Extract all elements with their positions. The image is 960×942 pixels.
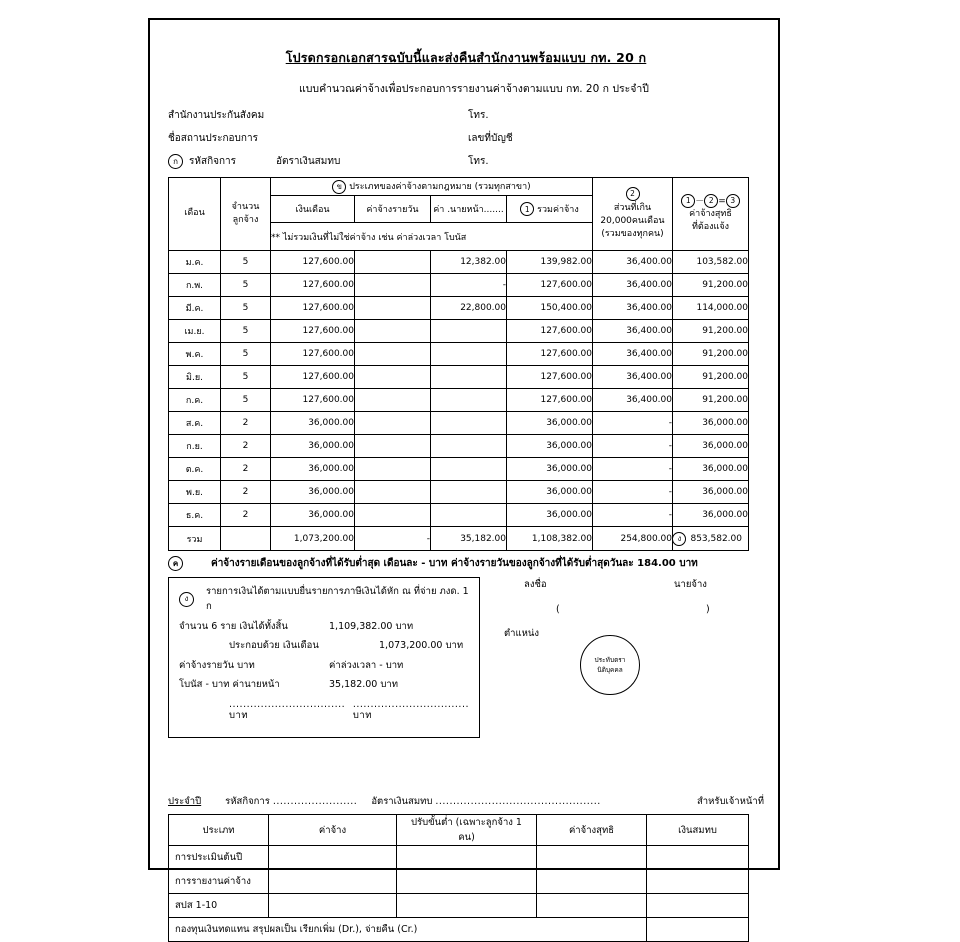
income-blank-left: ................................. บาท [229, 698, 346, 721]
income-total-label: จำนวน 6 ราย เงินได้ทั้งสิ้น [179, 621, 288, 632]
document-body [168, 34, 764, 942]
section-marker-c-icon: ค [168, 556, 183, 571]
sign-label: ลงชื่อ [524, 579, 547, 590]
official-col-header: ประเภท [169, 815, 269, 846]
position-row [504, 626, 764, 641]
official-use-label: สำหรับเจ้าหน้าที่ [696, 796, 764, 808]
col-wage-types-title: ประเภทของค่าจ้างตามกฎหมาย (รวมทุกสาขา) [349, 182, 531, 193]
table-row [169, 412, 749, 435]
income-row-salary [179, 640, 469, 651]
col-employee-count-line1: จำนวน [231, 201, 260, 212]
official-col-header: เงินสมทบ [647, 815, 749, 846]
page-subtitle: แบบคำนวณค่าจ้างเพื่อประกอบการรายงานค่าจ้างตามแบบ กท. 20 ก ประจำปี [299, 83, 649, 95]
official-row-label: การรายงานค่าจ้าง [169, 870, 269, 894]
total-wage-cell: 36,000.00 [507, 481, 593, 504]
employee-count-cell: 5 [221, 389, 271, 412]
employee-count-cell: 5 [221, 274, 271, 297]
employee-count-cell: 5 [221, 251, 271, 274]
income-salary-value: 1,073,200.00 บาท [379, 640, 464, 652]
total-wage-cell: 127,600.00 [507, 389, 593, 412]
month-cell: ม.ค. [169, 251, 221, 274]
mid-section [168, 577, 764, 738]
income-row-total [179, 621, 469, 632]
salary-cell: 36,000.00 [271, 458, 355, 481]
marker-2-icon: 2 [626, 187, 640, 201]
excess-cell: 36,400.00 [593, 320, 673, 343]
net-wage-cell: 114,000.00 [673, 297, 749, 320]
table-row [169, 297, 749, 320]
daily-wage-cell [355, 504, 431, 527]
total-wage-cell: 36,000.00 [507, 435, 593, 458]
seal-line-2: นิติบุคคล [597, 666, 623, 674]
total-commission: 35,182.00 [431, 527, 507, 551]
total-wage-cell: 150,400.00 [507, 297, 593, 320]
table-row [169, 870, 749, 894]
total-excess: 254,800.00 [593, 527, 673, 551]
employee-count-cell: 2 [221, 435, 271, 458]
income-blank-right: ................................. บาท [352, 698, 469, 721]
wage-table-body [169, 251, 749, 527]
official-contribution-cell [647, 870, 749, 894]
month-cell: พ.ค. [169, 343, 221, 366]
income-row-daily-overtime [179, 660, 469, 671]
commission-cell: 22,800.00 [431, 297, 507, 320]
official-assessment-table [168, 814, 749, 942]
marker-minus-icon: － [695, 196, 705, 207]
official-wage-cell [269, 870, 397, 894]
marker-1-icon: 1 [681, 194, 695, 208]
commission-cell [431, 389, 507, 412]
commission-cell [431, 320, 507, 343]
excess-cell: 36,400.00 [593, 274, 673, 297]
table-row [169, 481, 749, 504]
col-month: เดือน [169, 178, 221, 251]
compensation-fund-label: กองทุนเงินทดแทน สรุปผลเป็น เรียกเพิ่ม (Dr.), จ่ายคืน (Cr.) [169, 918, 647, 942]
net-wage-cell: 91,200.00 [673, 389, 749, 412]
office-field-row [168, 108, 764, 123]
net-wage-cell: 91,200.00 [673, 366, 749, 389]
month-cell: ธ.ค. [169, 504, 221, 527]
position-label: ตำแหน่ง [504, 628, 540, 639]
official-contribution-cell [647, 846, 749, 870]
col-excess-amount [593, 178, 673, 251]
official-net-wage-cell [537, 846, 647, 870]
commission-cell: 12,382.00 [431, 251, 507, 274]
total-wage-cell: 127,600.00 [507, 366, 593, 389]
company-label: ชื่อสถานประกอบการ [168, 133, 258, 144]
official-fields-row [168, 794, 764, 809]
salary-cell: 36,000.00 [271, 481, 355, 504]
col-commission: ค่า .นายหน้า....... [431, 196, 507, 223]
commission-cell [431, 412, 507, 435]
business-code-label: รหัสกิจการ [189, 156, 237, 167]
col-excess-line1: ส่วนที่เกิน [613, 202, 652, 213]
excess-cell: 36,400.00 [593, 343, 673, 366]
income-salary-label: ประกอบด้วย เงินเดือน [229, 640, 319, 652]
col-employee-count-line2: ลูกจ้าง [232, 215, 259, 225]
month-cell: ก.พ. [169, 274, 221, 297]
net-wage-cell: 91,200.00 [673, 343, 749, 366]
official-row-label: สปส 1-10 [169, 894, 269, 918]
employee-count-cell: 2 [221, 481, 271, 504]
contribution-rate-label: อัตราเงินสมทบ [276, 156, 341, 167]
daily-wage-cell [355, 320, 431, 343]
total-label: รวม [169, 527, 221, 551]
salary-cell: 127,600.00 [271, 274, 355, 297]
wage-exclusion-note: ** ไม่รวมเงินที่ไม่ใช่ค่าจ้าง เช่น ค่าล่วงเวลา โบนัส [271, 223, 593, 251]
office-label: สำนักงานประกันสังคม [168, 110, 265, 121]
total-wage-cell: 127,600.00 [507, 274, 593, 297]
excess-cell: - [593, 504, 673, 527]
excess-cell: 36,400.00 [593, 366, 673, 389]
minimum-wage-statement [168, 556, 764, 571]
daily-wage-cell [355, 251, 431, 274]
daily-wage-cell [355, 458, 431, 481]
excess-cell: 36,400.00 [593, 389, 673, 412]
daily-wage-cell [355, 297, 431, 320]
employee-count-cell: 2 [221, 458, 271, 481]
section-marker-a-icon: ก [168, 154, 183, 169]
net-wage-cell: 103,582.00 [673, 251, 749, 274]
col-total-wage-label: รวมค่าจ้าง [537, 204, 579, 215]
employee-count-cell: 5 [221, 297, 271, 320]
col-salary: เงินเดือน [271, 196, 355, 223]
col-net-wage [673, 178, 749, 251]
employee-count-cell: 5 [221, 366, 271, 389]
marker-3-icon: 3 [726, 194, 740, 208]
company-field-row [168, 131, 764, 146]
col-daily-wage: ค่าจ้างรายวัน [355, 196, 431, 223]
excess-cell: 36,400.00 [593, 297, 673, 320]
official-col-header: ค่าจ้างสุทธิ [537, 815, 647, 846]
official-min-adjust-cell [397, 846, 537, 870]
salary-cell: 127,600.00 [271, 320, 355, 343]
salary-cell: 36,000.00 [271, 435, 355, 458]
net-wage-cell: 36,000.00 [673, 412, 749, 435]
minimum-wage-text: ค่าจ้างรายเดือนของลูกจ้างที่ได้รับต่ำสุด เดือนละ - บาท ค่าจ้างรายวันของลูกจ้างที่ได้รับต่ำสุดวันละ 184.00 บาท [211, 558, 698, 569]
daily-wage-cell [355, 412, 431, 435]
compensation-fund-value [647, 918, 749, 942]
month-cell: ก.ค. [169, 389, 221, 412]
official-use-section [168, 794, 764, 942]
total-daily: - [355, 527, 431, 551]
income-summary-header [179, 584, 469, 614]
income-row-bonus-commission [179, 679, 469, 690]
official-net-wage-cell [537, 870, 647, 894]
income-bonus-label: โบนัส - บาท ค่านายหน้า [179, 679, 280, 691]
daily-wage-cell [355, 343, 431, 366]
marker-equals-icon: = [718, 196, 726, 207]
total-wage-cell: 127,600.00 [507, 320, 593, 343]
commission-cell [431, 481, 507, 504]
excess-cell: 36,400.00 [593, 251, 673, 274]
income-summary-box [168, 577, 480, 738]
month-cell: ก.ย. [169, 435, 221, 458]
signature-area [480, 577, 764, 738]
total-wage: 1,108,382.00 [507, 527, 593, 551]
income-row-blank [179, 699, 469, 722]
total-net: 853,582.00 [690, 533, 742, 544]
excess-cell: - [593, 435, 673, 458]
official-net-wage-cell [537, 894, 647, 918]
salary-cell: 127,600.00 [271, 297, 355, 320]
net-wage-cell: 91,200.00 [673, 320, 749, 343]
commission-cell [431, 343, 507, 366]
group-marker-b-icon: ข [332, 180, 346, 194]
bottom-year-label: ประจำปี [168, 796, 202, 808]
col-excess-line2: 20,000คนเดือน [600, 215, 665, 226]
table-row [169, 274, 749, 297]
col-net-line1: ค่าจ้างสุทธิ [689, 209, 732, 220]
salary-cell: 127,600.00 [271, 343, 355, 366]
table-row [169, 343, 749, 366]
tel-label-1: โทร. [468, 110, 489, 121]
col-net-line2: ที่ต้องแจ้ง [691, 222, 730, 233]
total-employees [221, 527, 271, 551]
month-cell: เม.ย. [169, 320, 221, 343]
table-row [169, 389, 749, 412]
excess-cell: - [593, 458, 673, 481]
marker-1b-icon: 1 [520, 202, 534, 216]
bottom-rate-dots: ............................................... [435, 796, 601, 808]
table-row [169, 251, 749, 274]
official-min-adjust-cell [397, 894, 537, 918]
official-wage-cell [269, 846, 397, 870]
total-wage-cell: 36,000.00 [507, 412, 593, 435]
net-wage-cell: 36,000.00 [673, 481, 749, 504]
daily-wage-cell [355, 366, 431, 389]
employee-count-cell: 5 [221, 343, 271, 366]
account-number-label: เลขที่บัญชี [468, 133, 513, 144]
col-employee-count [221, 178, 271, 251]
salary-cell: 127,600.00 [271, 366, 355, 389]
daily-wage-cell [355, 481, 431, 504]
employee-count-cell: 5 [221, 320, 271, 343]
total-wage-cell: 139,982.00 [507, 251, 593, 274]
month-cell: พ.ย. [169, 481, 221, 504]
tel-label-2: โทร. [468, 156, 489, 167]
document-page [148, 18, 780, 936]
signature-row [504, 577, 764, 592]
employee-count-cell: 2 [221, 504, 271, 527]
net-wage-cell: 36,000.00 [673, 458, 749, 481]
total-net-cell [673, 527, 749, 551]
table-row [169, 504, 749, 527]
official-wage-cell [269, 894, 397, 918]
table-row [169, 894, 749, 918]
marker-2b-icon: 2 [704, 194, 718, 208]
wage-calculation-table [168, 177, 749, 551]
income-summary-title: รายการเงินได้ตามแบบยื่นรายการภาษีเงินได้หัก ณ ที่จ่าย ภงด. 1 ก [206, 586, 469, 612]
total-wage-cell: 127,600.00 [507, 343, 593, 366]
income-total-value: 1,109,382.00 บาท [329, 621, 414, 632]
col-total-wage [507, 196, 593, 223]
total-marker-d-icon: ง [672, 532, 686, 546]
bottom-biz-code-label: รหัสกิจการ [225, 796, 270, 808]
total-salary: 1,073,200.00 [271, 527, 355, 551]
section-marker-d-icon: ง [179, 592, 194, 607]
table-row [169, 320, 749, 343]
table-row [169, 458, 749, 481]
net-wage-cell: 36,000.00 [673, 504, 749, 527]
commission-cell [431, 504, 507, 527]
commission-cell [431, 458, 507, 481]
table-row [169, 846, 749, 870]
official-min-adjust-cell [397, 870, 537, 894]
paren-close: ) [706, 604, 710, 615]
commission-cell [431, 366, 507, 389]
page-title: โปรดกรอกเอกสารฉบับนี้และส่งคืนสำนักงานพร้อมแบบ กท. 20 ก [285, 50, 647, 65]
net-wage-cell: 36,000.00 [673, 435, 749, 458]
official-col-header: ค่าจ้าง [269, 815, 397, 846]
income-commission-value: 35,182.00 บาท [329, 679, 398, 691]
month-cell: ส.ค. [169, 412, 221, 435]
seal-line-1: ประทับตรา [594, 655, 626, 664]
total-wage-cell: 36,000.00 [507, 458, 593, 481]
col-excess-line3: (รวมของทุกคน) [601, 228, 664, 239]
table-row [169, 435, 749, 458]
employee-count-cell: 2 [221, 412, 271, 435]
excess-cell: - [593, 481, 673, 504]
wage-table-total-row [169, 527, 749, 551]
commission-cell [431, 435, 507, 458]
table-row [169, 366, 749, 389]
col-wage-types-group [271, 178, 593, 196]
month-cell: มี.ค. [169, 297, 221, 320]
commission-cell: - [431, 274, 507, 297]
total-wage-cell: 36,000.00 [507, 504, 593, 527]
salary-cell: 127,600.00 [271, 389, 355, 412]
income-overtime-value: ค่าล่วงเวลา - บาท [329, 659, 404, 671]
official-table-body [169, 846, 749, 918]
official-contribution-cell [647, 894, 749, 918]
income-daily-label: ค่าจ้างรายวัน บาท [179, 659, 255, 671]
daily-wage-cell [355, 435, 431, 458]
signature-name-row [504, 604, 764, 615]
daily-wage-cell [355, 389, 431, 412]
official-row-label: การประเมินต้นปี [169, 846, 269, 870]
official-table-header-row [169, 815, 749, 846]
excess-cell: - [593, 412, 673, 435]
net-wage-cell: 91,200.00 [673, 274, 749, 297]
month-cell: ต.ค. [169, 458, 221, 481]
employer-label: นายจ้าง [674, 579, 707, 590]
official-col-header: ปรับขั้นต่ำ (เฉพาะลูกจ้าง 1 คน) [397, 815, 537, 846]
daily-wage-cell [355, 274, 431, 297]
business-code-field-row [168, 154, 764, 169]
corporate-seal-icon [580, 635, 640, 695]
official-table-footer-row [169, 918, 749, 942]
salary-cell: 36,000.00 [271, 412, 355, 435]
salary-cell: 127,600.00 [271, 251, 355, 274]
month-cell: มิ.ย. [169, 366, 221, 389]
paren-open: ( [556, 604, 560, 615]
bottom-biz-code-dots: ........................ [272, 796, 358, 808]
bottom-rate-label: อัตราเงินสมทบ [371, 796, 433, 808]
salary-cell: 36,000.00 [271, 504, 355, 527]
